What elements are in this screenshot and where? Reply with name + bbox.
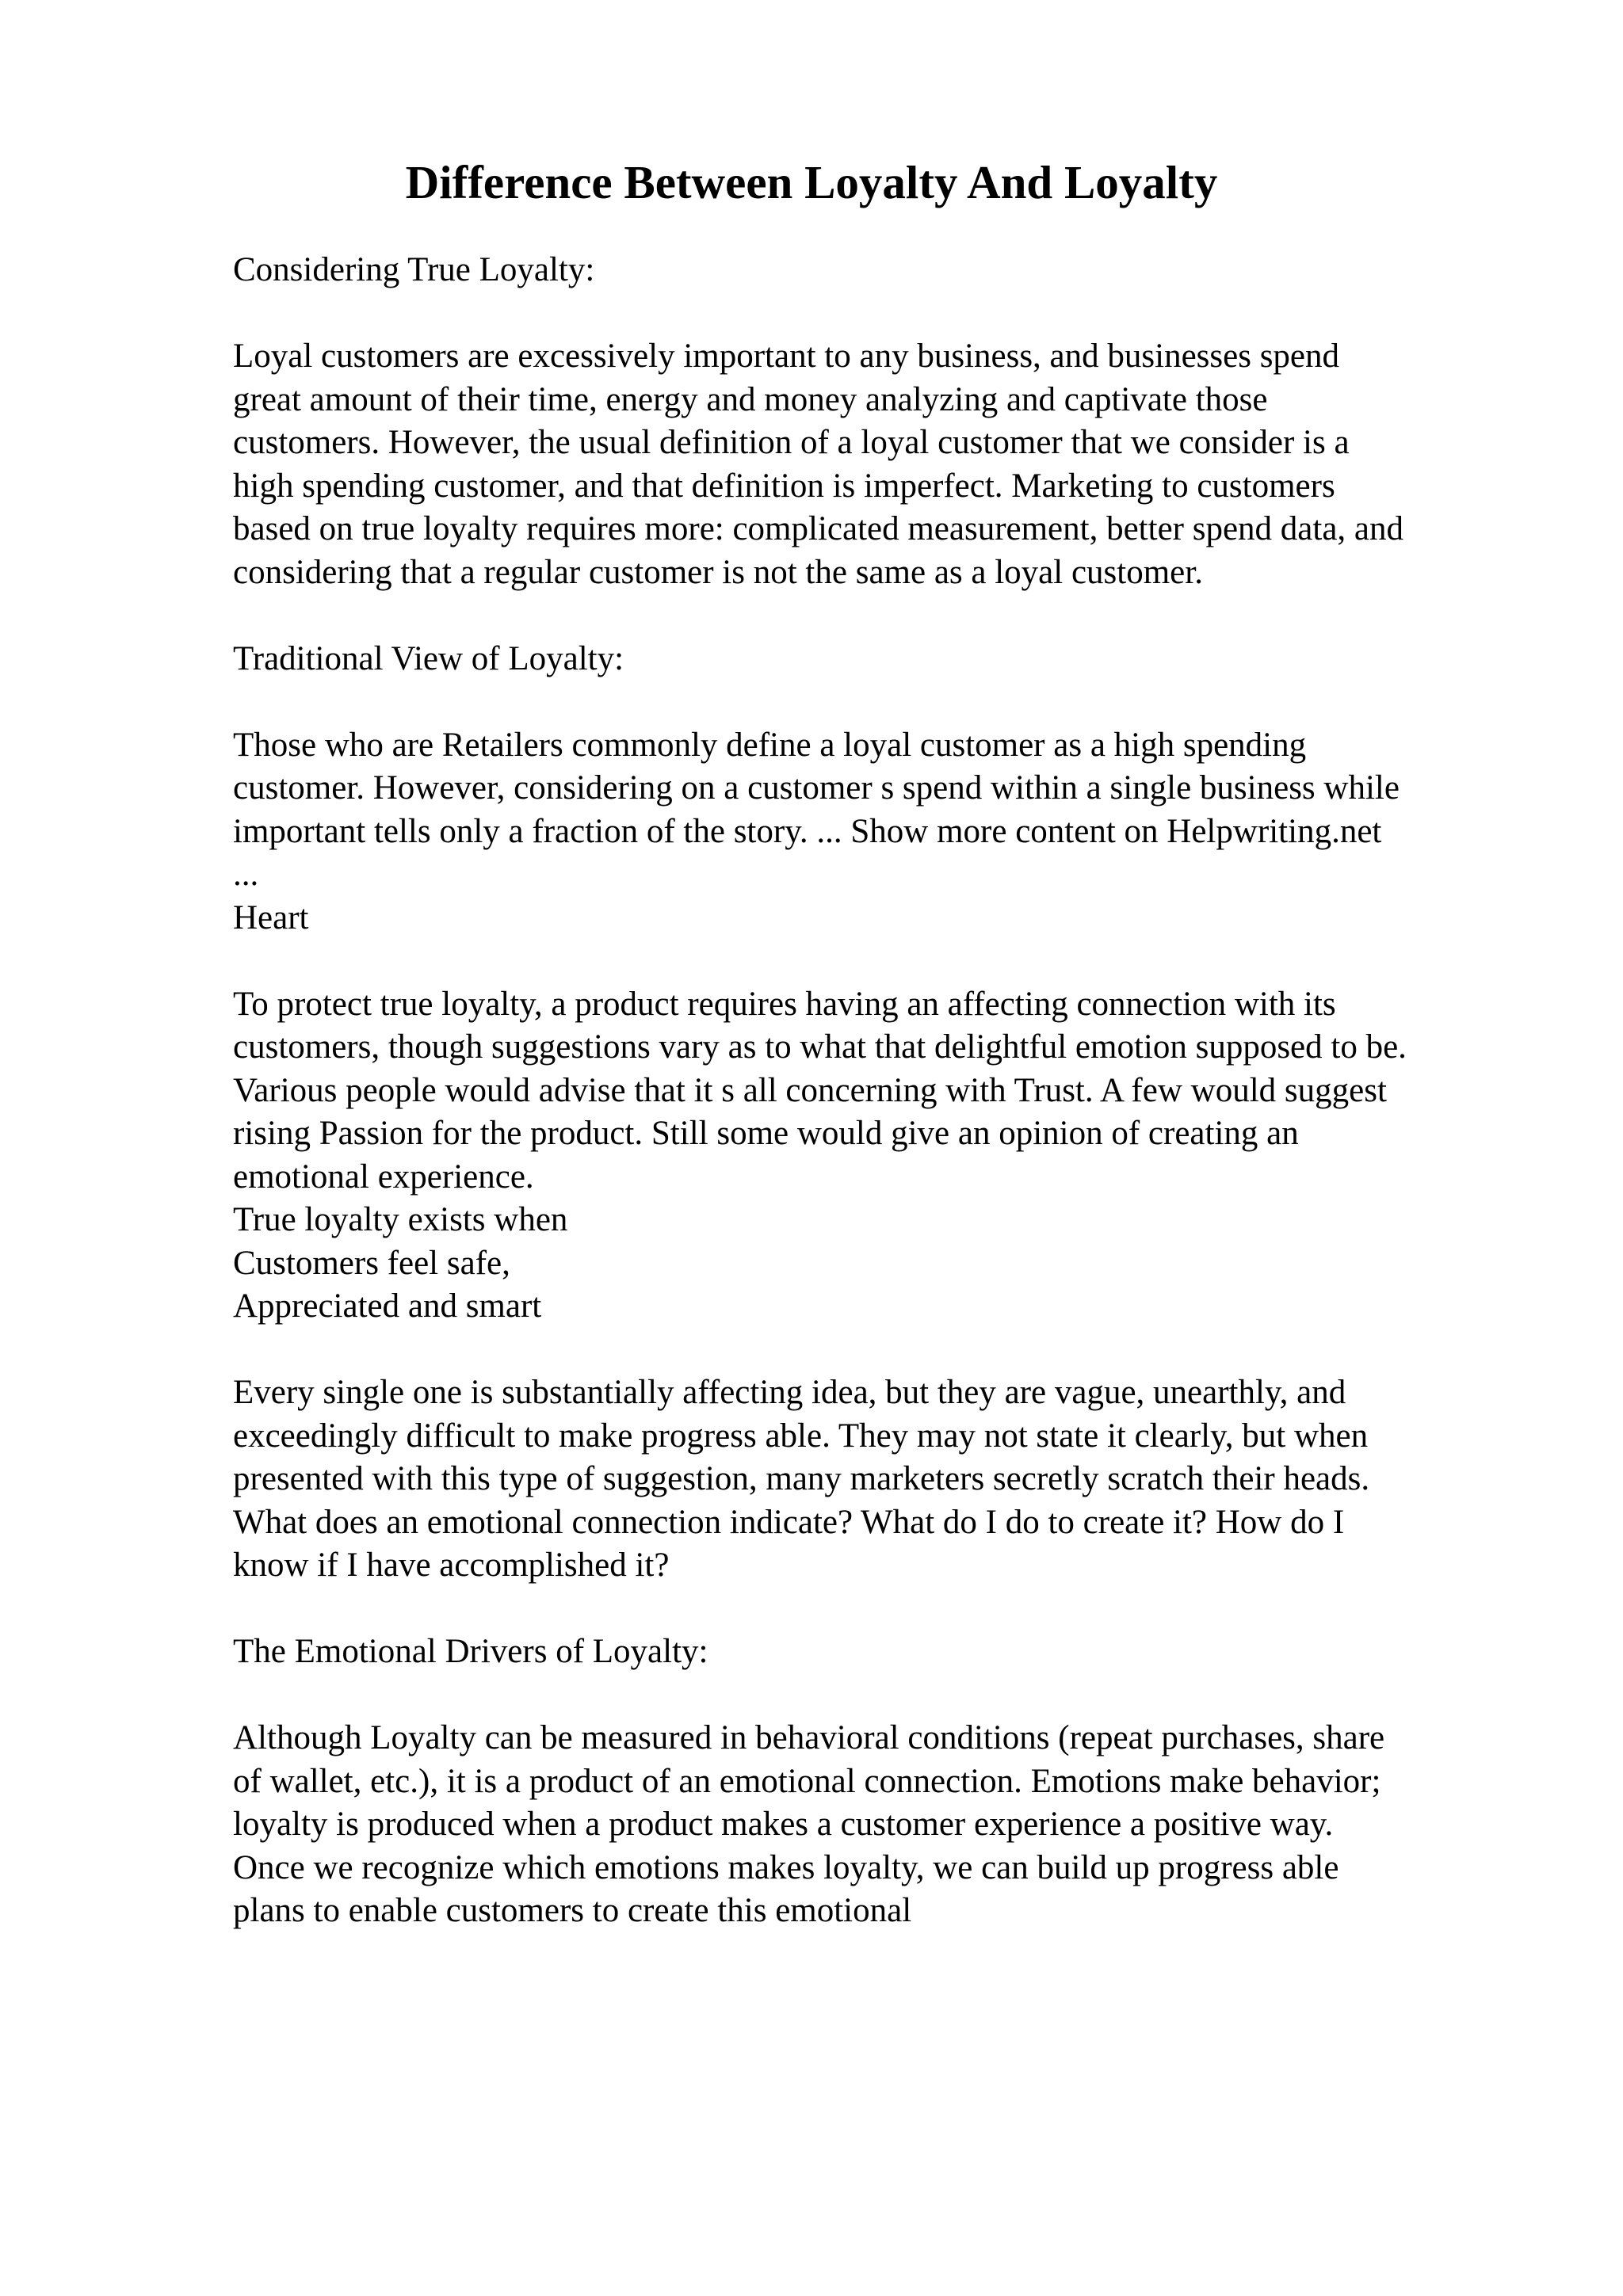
- paragraph-spacer: [233, 681, 1549, 724]
- text-line: customers, though suggestions vary as to what that delightful emotion supposed to be.: [233, 1028, 1407, 1066]
- text-line: ...: [233, 856, 259, 893]
- document-title: Difference Between Loyalty And Loyalty: [405, 156, 1218, 208]
- paragraph-spacer: [233, 594, 1549, 638]
- paragraph-loyal-customers: [233, 335, 1549, 594]
- text-line: Although Loyalty can be measured in behavioral conditions (repeat purchases, share: [233, 1719, 1385, 1756]
- text-line: emotional experience.: [233, 1158, 534, 1196]
- text-line: of wallet, etc.), it is a product of an emotional connection. Emotions make behavior;: [233, 1762, 1381, 1800]
- text-line: presented with this type of suggestion, many marketers secretly scratch their heads.: [233, 1460, 1370, 1497]
- text-line: important tells only a fraction of the story. ... Show more content on Helpwriting.net: [233, 812, 1382, 850]
- text-line: Those who are Retailers commonly define a loyal customer as a high spending: [233, 726, 1307, 764]
- section-heading-traditional: Traditional View of Loyalty:: [233, 639, 624, 677]
- text-line: considering that a regular customer is not the same as a loyal customer.: [233, 553, 1203, 591]
- paragraph-spacer: [233, 1329, 1549, 1372]
- paragraph-spacer: [233, 1674, 1549, 1718]
- paragraph-retailers: [233, 724, 1549, 940]
- text-line: based on true loyalty requires more: complicated measurement, better spend data, and: [233, 510, 1403, 547]
- text-line: customers. However, the usual definition of a loyal customer that we consider is a: [233, 424, 1350, 461]
- paragraph-protect-loyalty: [233, 983, 1549, 1329]
- text-line: Once we recognize which emotions makes loyalty, we can build up progress able: [233, 1848, 1339, 1886]
- paragraph-behavioral-conditions: [233, 1717, 1549, 1933]
- text-line: Appreciated and smart: [233, 1287, 542, 1325]
- text-line: high spending customer, and that definition is imperfect. Marketing to customers: [233, 467, 1335, 505]
- section-heading-considering: Considering True Loyalty:: [233, 251, 595, 288]
- text-line: True loyalty exists when: [233, 1201, 568, 1238]
- paragraph-spacer: [233, 292, 1549, 336]
- text-line: Heart: [233, 898, 309, 936]
- text-line: Loyal customers are excessively important to any business, and businesses spend: [233, 338, 1340, 375]
- text-line: What does an emotional connection indicate? What do I do to create it? How do I: [233, 1503, 1345, 1541]
- paragraph-spacer: [233, 1588, 1549, 1631]
- text-line: rising Passion for the product. Still some would give an opinion of creating an: [233, 1115, 1299, 1152]
- text-line: Every single one is substantially affecting idea, but they are vague, unearthly, and: [233, 1374, 1346, 1411]
- text-line: Various people would advise that it s all concerning with Trust. A few would suggest: [233, 1071, 1387, 1109]
- paragraph-affecting-idea: [233, 1371, 1549, 1588]
- text-line: Customers feel safe,: [233, 1244, 510, 1282]
- text-line: exceedingly difficult to make progress able. They may not state it clearly, but when: [233, 1417, 1369, 1455]
- section-heading-emotional-drivers: The Emotional Drivers of Loyalty:: [233, 1633, 708, 1670]
- text-line: know if I have accomplished it?: [233, 1547, 670, 1584]
- document-body: [233, 249, 1549, 1933]
- text-line: loyalty is produced when a product makes a customer experience a positive way.: [233, 1806, 1334, 1843]
- text-line: customer. However, considering on a customer s spend within a single business while: [233, 769, 1400, 807]
- text-line: plans to enable customers to create this emotional: [233, 1892, 912, 1929]
- text-line: To protect true loyalty, a product requires having an affecting connection with its: [233, 985, 1336, 1023]
- paragraph-spacer: [233, 940, 1549, 983]
- text-line: great amount of their time, energy and money analyzing and captivate those: [233, 380, 1268, 418]
